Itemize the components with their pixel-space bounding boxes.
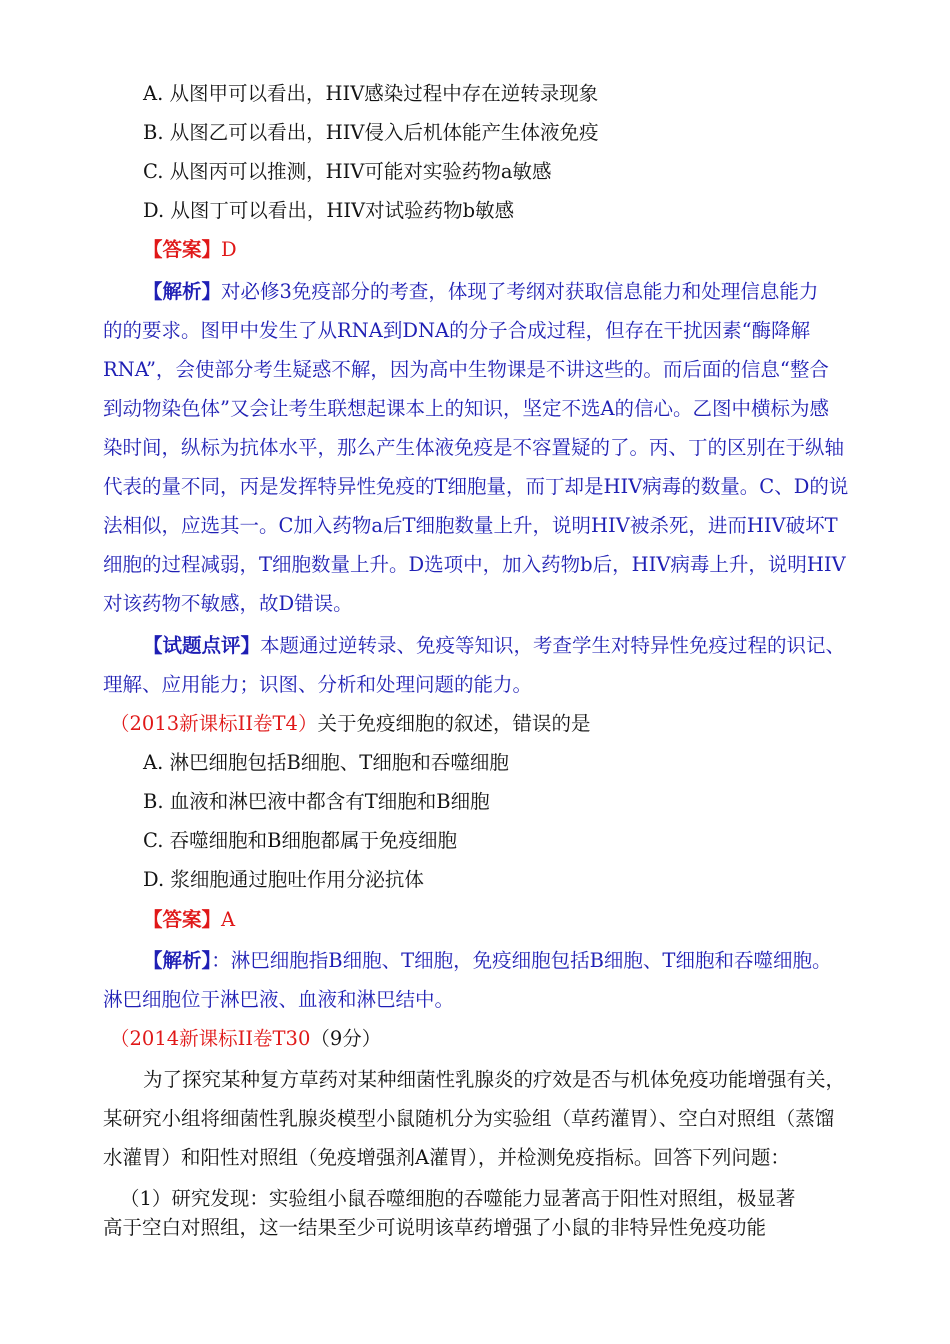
- q1-analysis-line-5: 染时间，纵标为抗体水平，那么产生体液免疫是不容置疑的了。丙、丁的区别在于纵轴: [103, 436, 845, 459]
- q3-stem-line-3: 水灌胃）和阳性对照组（免疫增强剂A灌胃），并检测免疫指标。回答下列问题：: [103, 1146, 790, 1169]
- q1-comment-line-1: [143, 632, 845, 660]
- q1-comment-line-2: 理解、应用能力；识图、分析和处理问题的能力。: [103, 673, 533, 696]
- q1-analysis-line-6: 代表的量不同，丙是发挥特异性免疫的T细胞量，而丁却是HIV病毒的数量。C、D的说: [103, 475, 849, 498]
- q2-answer-value: A: [221, 908, 236, 931]
- q3-header: [110, 1025, 381, 1053]
- q1-analysis-line-2: 的的要求。图甲中发生了从RNA到DNA的分子合成过程，但存在干扰因素“酶降解: [103, 319, 811, 342]
- q2-analysis-line-1: [143, 947, 831, 975]
- q2-analysis-text-1: ：淋巴细胞指B细胞、T细胞，免疫细胞包括B细胞、T细胞和吞噬细胞。: [211, 949, 832, 972]
- q1-analysis-line-8: 细胞的过程减弱，T细胞数量上升。D选项中，加入药物b后，HIV病毒上升，说明HIV: [103, 553, 846, 576]
- q2-answer: [143, 906, 235, 934]
- q2-stem-text: 关于免疫细胞的叙述，错误的是: [317, 712, 591, 735]
- q1-option-b: B. 从图乙可以看出，HIV侵入后机体能产生体液免疫: [143, 121, 599, 144]
- q3-sub1-line-2: 高于空白对照组，这一结果至少可说明该草药增强了小鼠的非特异性免疫功能: [103, 1216, 767, 1239]
- q2-option-c: C. 吞噬细胞和B细胞都属于免疫细胞: [143, 829, 457, 852]
- q1-analysis-tag: 【解析】: [143, 280, 222, 303]
- q1-option-c: C. 从图丙可以推测，HIV可能对实验药物a敏感: [143, 160, 552, 183]
- q1-comment-text-1: 本题通过逆转录、免疫等知识，考查学生对特异性免疫过程的识记、: [260, 634, 846, 657]
- q1-analysis-line-7: 法相似，应选其一。C加入药物a后T细胞数量上升，说明HIV被杀死，进而HIV破坏T: [103, 514, 838, 537]
- q1-analysis-line-3: RNA”，会使部分考生疑惑不解，因为高中生物课是不讲这些的。而后面的信息“整合: [103, 358, 829, 381]
- q3-stem-line-2: 某研究小组将细菌性乳腺炎模型小鼠随机分为实验组（草药灌胃）、空白对照组（蒸馏: [103, 1107, 835, 1130]
- q3-stem-line-1: 为了探究某种复方草药对某种细菌性乳腺炎的疗效是否与机体免疫功能增强有关，: [143, 1068, 846, 1091]
- q1-answer-value: D: [221, 238, 237, 261]
- q2-option-d: D. 浆细胞通过胞吐作用分泌抗体: [143, 868, 424, 891]
- q3-score: （9分）: [310, 1027, 382, 1050]
- q3-source: （2014新课标II卷T30: [110, 1027, 311, 1050]
- q1-comment-tag: 【试题点评】: [143, 634, 261, 657]
- q2-source: （2013新课标II卷T4）: [110, 712, 318, 735]
- q1-option-d: D. 从图丁可以看出，HIV对试验药物b敏感: [143, 199, 515, 222]
- q2-stem: [110, 710, 590, 738]
- q1-option-a: A. 从图甲可以看出，HIV感染过程中存在逆转录现象: [143, 82, 599, 105]
- q3-sub1-line-1: （1）研究发现：实验组小鼠吞噬细胞的吞噬能力显著高于阳性对照组，极显著: [120, 1187, 796, 1210]
- q1-analysis-text-1: 对必修3免疫部分的考查，体现了考纲对获取信息能力和处理信息能力: [221, 280, 819, 303]
- q1-answer-tag: 【答案】: [143, 238, 222, 261]
- q2-analysis-line-2: 淋巴细胞位于淋巴液、血液和淋巴结中。: [103, 988, 455, 1011]
- q2-answer-tag: 【答案】: [143, 908, 222, 931]
- q2-option-a: A. 淋巴细胞包括B细胞、T细胞和吞噬细胞: [143, 751, 509, 774]
- q1-analysis-line-9: 对该药物不敏感，故D错误。: [103, 592, 353, 615]
- q1-analysis-line-1: [143, 278, 818, 306]
- q2-option-b: B. 血液和淋巴液中都含有T细胞和B细胞: [143, 790, 490, 813]
- q1-analysis-line-4: 到动物染色体”又会让考生联想起课本上的知识，坚定不选A的信心。乙图中横标为感: [103, 397, 830, 420]
- q2-analysis-tag: 【解析】: [143, 949, 212, 972]
- q1-answer: [143, 236, 237, 264]
